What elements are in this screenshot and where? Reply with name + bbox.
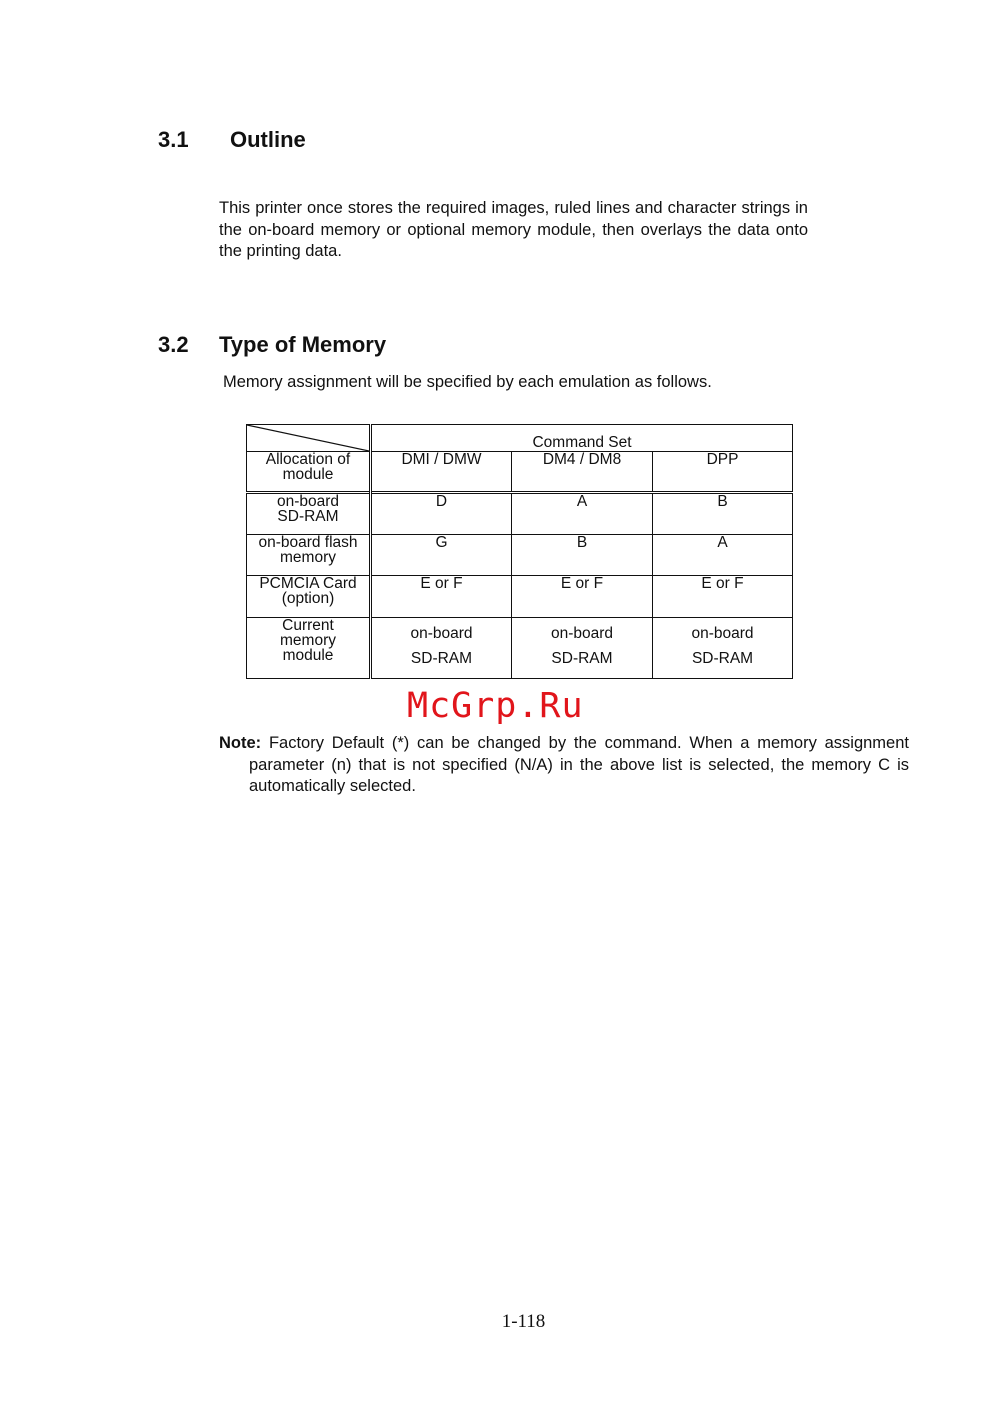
watermark-text: McGrp.Ru	[407, 686, 584, 726]
table-cell: E or F	[653, 576, 793, 618]
row-label-line2: (option)	[281, 590, 335, 607]
row-label-line1: Current	[282, 617, 334, 634]
section-number-3-2: 3.2	[158, 332, 189, 357]
table-cell: E or F	[512, 576, 653, 618]
column-header-dmi-dmw: DMI / DMW	[371, 452, 512, 493]
row-label-line3: module	[282, 647, 334, 664]
corner-diagonal-line	[247, 425, 369, 451]
note-text: Factory Default (*) can be changed by the command. When a memory assignment parameter (n) that is not specified (N/A) in the above list is selected, the memory C is automatically selected.	[249, 734, 909, 795]
note-label: Note:	[219, 734, 262, 752]
row-label-line2: memory	[280, 632, 336, 649]
table-row	[247, 535, 793, 576]
table-cell: B	[512, 535, 653, 576]
command-set-header: Command Set	[371, 425, 793, 452]
section-number-3-1: 3.1	[158, 127, 189, 152]
cell-line1: on-board	[550, 625, 614, 642]
cell-line2: SD-RAM	[691, 650, 754, 667]
table-cell: G	[371, 535, 512, 576]
section-title-outline: Outline	[230, 127, 306, 152]
table-cell	[653, 618, 793, 679]
column-header-dpp: DPP	[653, 452, 793, 493]
memory-assignment-table	[246, 424, 793, 679]
cell-line2: SD-RAM	[410, 650, 473, 667]
cell-line1: on-board	[691, 625, 754, 642]
row-label-line2: memory	[280, 549, 336, 566]
table-corner-cell	[247, 425, 371, 452]
row-label-line1: PCMCIA Card	[259, 575, 357, 592]
cell-line1: on-board	[410, 625, 473, 642]
column-header-dm4-dm8: DM4 / DM8	[512, 452, 653, 493]
memory-intro: Memory assignment will be specified by each emulation as follows.	[223, 373, 712, 391]
row-label-current-memory-module	[247, 618, 371, 679]
row-label-pcmcia-card	[247, 576, 371, 618]
table-cell	[371, 618, 512, 679]
cell-line2: SD-RAM	[551, 650, 613, 667]
table-cell: A	[512, 493, 653, 535]
row-label-onboard-sdram	[247, 493, 371, 535]
section-title-type-of-memory: Type of Memory	[219, 332, 387, 357]
row-label-onboard-flash	[247, 535, 371, 576]
table-header-row	[247, 425, 793, 452]
row-label-line1: on-board	[276, 493, 340, 510]
table-row	[247, 493, 793, 535]
allocation-header-line2: module	[282, 466, 334, 483]
table-row	[247, 618, 793, 679]
outline-paragraph: This printer once stores the required images, ruled lines and character strings in the on-board memory or optional memory module, then overlays the data onto the printing data.	[219, 199, 808, 260]
table-row	[247, 576, 793, 618]
allocation-header-cell	[247, 452, 371, 493]
row-label-line1: on-board flash	[258, 534, 358, 551]
table-column-header-row	[247, 452, 793, 493]
page-number: 1-118	[501, 1311, 546, 1332]
table-cell: B	[653, 493, 793, 535]
table-cell: D	[371, 493, 512, 535]
table-cell	[512, 618, 653, 679]
factory-default-note	[219, 733, 909, 798]
row-label-line2: SD-RAM	[277, 508, 339, 525]
table-cell: E or F	[371, 576, 512, 618]
allocation-header-line1: Allocation of	[265, 451, 351, 468]
table-cell: A	[653, 535, 793, 576]
